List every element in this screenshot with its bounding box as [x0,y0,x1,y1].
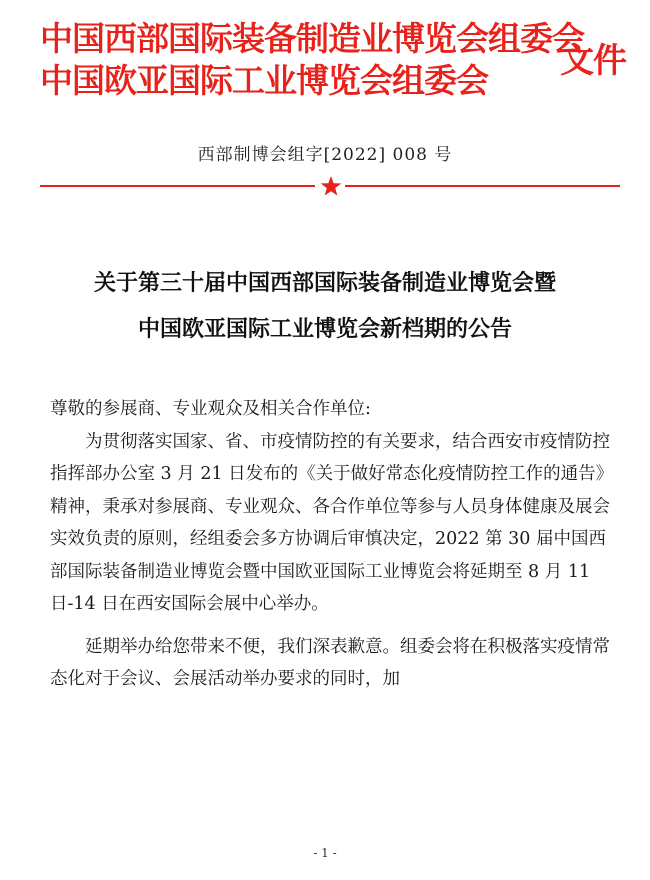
letterhead-suffix: 文件 [560,41,626,81]
body-paragraph-1: 为贯彻落实国家、省、市疫情防控的有关要求，结合西安市疫情防控指挥部办公室 3 月 21 日发布的《关于做好常态化疫情防控工作的通告》精神，秉承对参展商、专业观众、各合作单位等参与人员身体健康及展会实效负责的原则，经组委会多方协调后审慎决定，2022 第 30 届中国西部国际装备制造业博览会暨中国欧亚国际工业博览会将延期至 8 月 11 日-14 日在西安国际会展中心举办。 [50,431,610,614]
page-number: - 1 - [313,846,337,860]
divider-line-right [345,185,620,187]
star-icon [319,174,343,198]
body-paragraph-2: 延期举办给您带来不便，我们深表歉意。组委会将在积极落实疫情常态化对于会议、会展活动举办要求的同时，加 [50,636,610,689]
letterhead-org-2: 中国欧亚国际工业博览会组委会 [40,61,488,100]
title-line-1: 关于第三十届中国西部国际装备制造业博览会暨 [93,270,556,296]
title-line-2: 中国欧亚国际工业博览会新档期的公告 [137,316,512,342]
letterhead-orgs [40,18,584,102]
letterhead-org-1: 中国西部国际装备制造业博览会组委会 [40,19,584,58]
divider-line-left [40,185,315,187]
red-divider [40,174,620,198]
letterhead [40,18,630,118]
salutation: 尊敬的参展商、专业观众及相关合作单位: [50,399,371,419]
document-number: 西部制博会组字[2022] 008 号 [197,145,453,165]
announcement-body [50,393,610,696]
announcement-title [0,260,650,352]
